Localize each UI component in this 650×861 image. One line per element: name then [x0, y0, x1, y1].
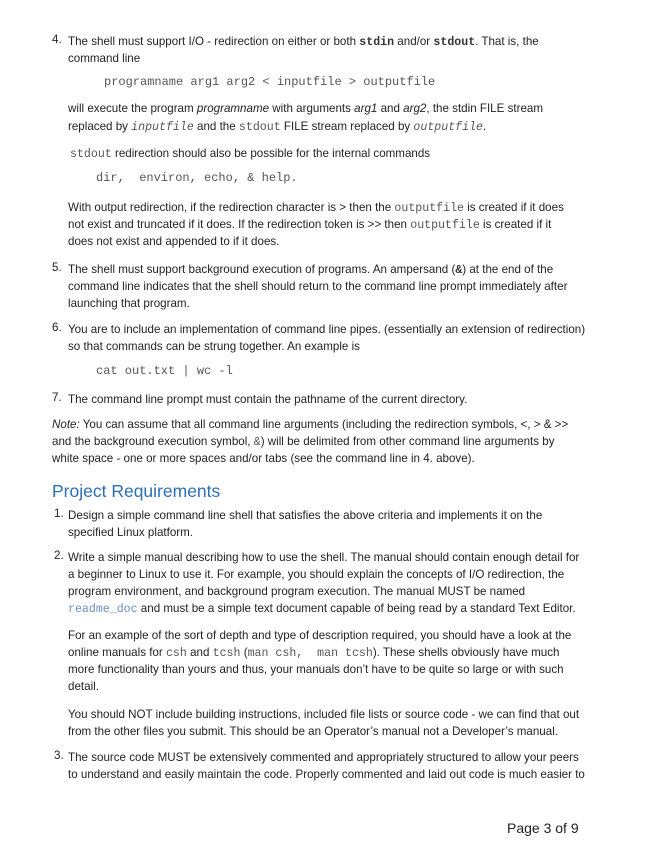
- req-2-line-4: readme_doc and must be a simple text document capable of being read by a standard Text Editor.: [68, 602, 576, 616]
- item-4-code-example: programname arg1 arg2 < inputfile > outputfile: [104, 75, 436, 89]
- readme-doc-filename: readme_doc: [68, 603, 138, 616]
- item-4-explain-line-2: replaced by inputfile and the stdout FILE stream replaced by outputfile.: [68, 120, 487, 134]
- note-line-2: and the background execution symbol, &) will be delimited from other command line arguments by: [52, 435, 555, 449]
- item-6-line-1: You are to include an implementation of command line pipes. (essentially an extension of redirection): [68, 323, 586, 336]
- redirection-line-2: not exist and truncated if it does. If the redirection token is >> then outputfile is created if it: [68, 218, 552, 232]
- stdout-redirection-note: stdout redirection should also be possible for the internal commands: [70, 147, 431, 161]
- item-5-line-2: command line indicates that the shell should return to the command line prompt immediately after: [68, 280, 568, 293]
- redirection-line-1: With output redirection, if the redirection character is > then the outputfile is created if it does: [68, 201, 564, 215]
- req-2-para3-line-1: You should NOT include building instructions, included file lists or source code - we can find that out: [68, 708, 580, 721]
- item-4-line-1: The shell must support I/O - redirection on either or both stdin and/or stdout. That is, the: [68, 35, 539, 49]
- item-5-line-1: The shell must support background execution of programs. An ampersand (&) at the end of the: [68, 263, 554, 277]
- item-5-line-3: launching that program.: [68, 297, 190, 310]
- req-2-para2-line-1: For an example of the sort of depth and type of description required, you should have a look at the: [68, 629, 572, 642]
- page-number: Page 3 of 9: [507, 820, 579, 836]
- note-line-3: white space - one or more spaces and/or tabs (see the command line in 4. above).: [52, 452, 475, 465]
- req-2-line-2: a beginner to Linux to use it. For example, you should explain the concepts of I/O redirection, the: [68, 568, 565, 581]
- req-2-line-1: Write a simple manual describing how to use the shell. The manual should contain enough detail for: [68, 551, 580, 564]
- req-2-para2-line-3: more functionality than yours and thus, your manuals don’t have to be quite so large or with such: [68, 663, 564, 676]
- item-6-number: 6.: [52, 321, 62, 334]
- item-6-code-example: cat out.txt | wc -l: [96, 364, 233, 378]
- req-2-para2-line-2: online manuals for csh and tcsh (man csh, man tcsh). These shells obviously have much: [68, 646, 560, 660]
- req-2-para3-line-2: from the other files you submit. This should be an Operator’s manual not a Developer’s manual.: [68, 725, 558, 738]
- req-2-line-3: program environment, and background program execution. The manual MUST be named: [68, 585, 526, 598]
- req-2-para2-line-4: detail.: [68, 680, 99, 693]
- item-4-line-2: command line: [68, 52, 141, 65]
- req-1-line-2: specified Linux platform.: [68, 526, 194, 539]
- req-3-number: 3.: [54, 749, 64, 762]
- req-2-number: 2.: [54, 549, 64, 562]
- item-6-line-2: so that commands can be strung together. An example is: [68, 340, 360, 353]
- item-7-line-1: The command line prompt must contain the pathname of the current directory.: [68, 393, 468, 406]
- item-4-number: 4.: [52, 33, 62, 46]
- section-heading: Project Requirements: [52, 481, 221, 501]
- req-1-number: 1.: [54, 507, 64, 520]
- redirection-line-3: does not exist and appended to if it does.: [68, 235, 280, 248]
- req-1-line-1: Design a simple command line shell that satisfies the above criteria and implements it on the: [68, 509, 543, 522]
- item-7-number: 7.: [52, 391, 62, 404]
- req-3-line-1: The source code MUST be extensively commented and appropriately structured to allow your peers: [68, 751, 579, 764]
- req-3-line-2: to understand and easily maintain the code. Properly commented and laid out code is much easier to: [68, 768, 585, 781]
- item-4-explain-line-1: will execute the program programname with arguments arg1 and arg2, the stdin FILE stream: [68, 102, 544, 115]
- note-line-1: Note: You can assume that all command line arguments (including the redirection symbols, <, > & >>: [52, 418, 569, 431]
- internal-commands-list: dir, environ, echo, & help.: [96, 171, 298, 185]
- item-5-number: 5.: [52, 261, 62, 274]
